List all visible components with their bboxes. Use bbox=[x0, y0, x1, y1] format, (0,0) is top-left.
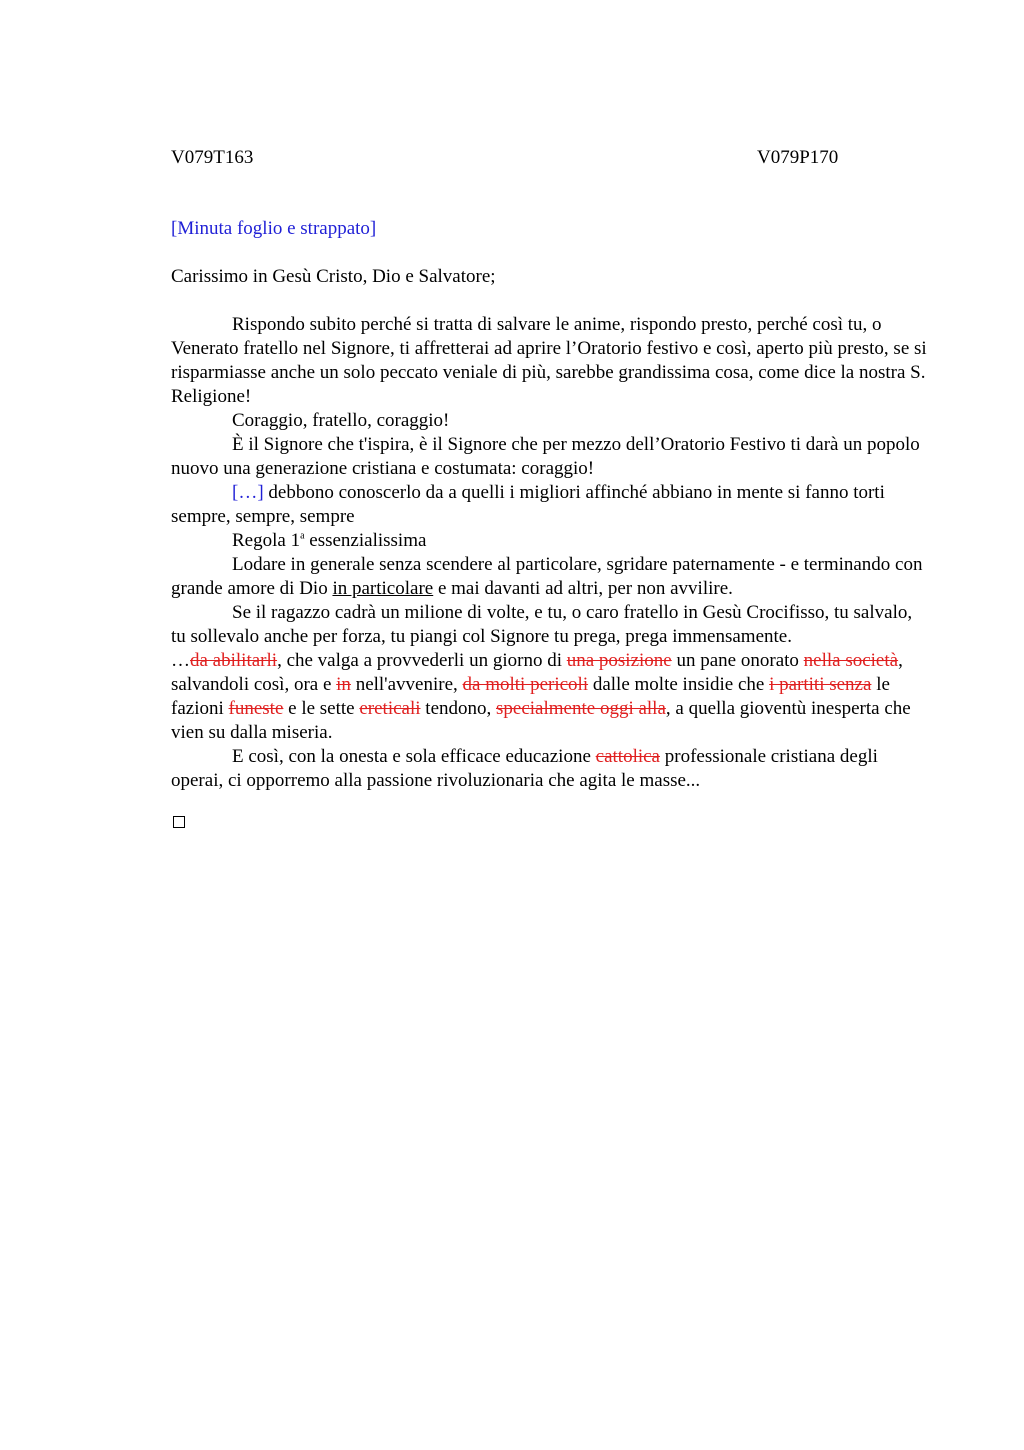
deleted-text: funeste bbox=[228, 698, 284, 719]
rule-heading bbox=[171, 529, 931, 553]
text-span: , che valga a provvederli un giorno di bbox=[277, 650, 567, 671]
deleted-text: nella società bbox=[803, 650, 899, 671]
paragraph-4 bbox=[171, 481, 931, 529]
document-code-right: V079P170 bbox=[757, 147, 839, 168]
paragraph-7: Se il ragazzo cadrà un milione di volte, e tu, o caro fratello in Gesù Crocifisso, tu salvalo, tu sollevalo anche per forza, tu piangi col Signore tu prega, prega immensamente. bbox=[171, 602, 913, 647]
rule-ordinal-sup: a bbox=[300, 530, 305, 542]
paragraph-1: Rispondo subito perché si tratta di salvare le anime, rispondo presto, perché così tu, o Venerato fratello nel Signore, ti affretterai ad aprire l’Oratorio festivo e così, aperto più presto, se si risparmiasse anche un solo peccato veniale di più, sarebbe grandissima cosa, come dice la nostra S. Religione! bbox=[171, 314, 927, 407]
text-span: e le sette bbox=[283, 698, 360, 719]
underlined-phrase: in particolare bbox=[332, 578, 434, 599]
salutation: Carissimo in Gesù Cristo, Dio e Salvatore; bbox=[171, 266, 496, 287]
paragraph-4-text: debbono conoscerlo da a quelli i migliori affinché abbiano in mente si fanno torti sempre, sempre, sempre bbox=[171, 482, 885, 527]
deleted-text: specialmente oggi alla bbox=[496, 698, 666, 719]
deleted-text: ereticali bbox=[359, 698, 421, 719]
paragraph-6 bbox=[171, 553, 931, 601]
paragraph-8 bbox=[171, 649, 931, 745]
editorial-note: [Minuta foglio e strappato] bbox=[171, 218, 377, 239]
text-span: , salvandoli così, ora e bbox=[171, 650, 903, 695]
rule-heading-text: Regola 1 bbox=[232, 530, 301, 551]
letter-body bbox=[171, 313, 931, 793]
deleted-text: in bbox=[336, 674, 351, 695]
deleted-text: da abilitarli bbox=[190, 650, 278, 671]
document-code-left: V079T163 bbox=[171, 147, 254, 168]
paragraph-9-text-a: E così, con la onesta e sola efficace educazione bbox=[232, 746, 596, 767]
paragraph-6-text-b: e mai davanti ad altri, per non avvilire. bbox=[433, 578, 733, 599]
rule-heading-suffix: essenzialissima bbox=[304, 530, 427, 551]
text-span: un pane onorato bbox=[671, 650, 804, 671]
deleted-text: una posizione bbox=[566, 650, 672, 671]
text-span: … bbox=[171, 650, 190, 671]
lacuna-marker: […] bbox=[232, 482, 264, 503]
deleted-text: cattolica bbox=[595, 746, 660, 767]
paragraph-6-text-a: Lodare in generale senza scendere al particolare, sgridare paternamente - e terminando con grande amore di Dio bbox=[171, 554, 923, 599]
end-marker-box bbox=[173, 816, 185, 828]
paragraph-9-text-b: professionale cristiana degli operai, ci opporremo alla passione rivoluzionaria che agita le masse... bbox=[171, 746, 878, 791]
deleted-text: da molti pericoli bbox=[462, 674, 589, 695]
text-span: nell'avvenire, bbox=[350, 674, 463, 695]
paragraph-9 bbox=[171, 745, 931, 793]
text-span: tendono, bbox=[420, 698, 497, 719]
text-span: , a quella gioventù inesperta che vien su dalla miseria. bbox=[171, 698, 911, 743]
deleted-text: i partiti senza bbox=[769, 674, 872, 695]
text-span: dalle molte insidie che bbox=[588, 674, 770, 695]
paragraph-3: È il Signore che t'ispira, è il Signore che per mezzo dell’Oratorio Festivo ti darà un popolo nuovo una generazione cristiana e costumata: coraggio! bbox=[171, 434, 920, 479]
text-span: le fazioni bbox=[171, 674, 890, 719]
paragraph-2: Coraggio, fratello, coraggio! bbox=[232, 410, 450, 431]
